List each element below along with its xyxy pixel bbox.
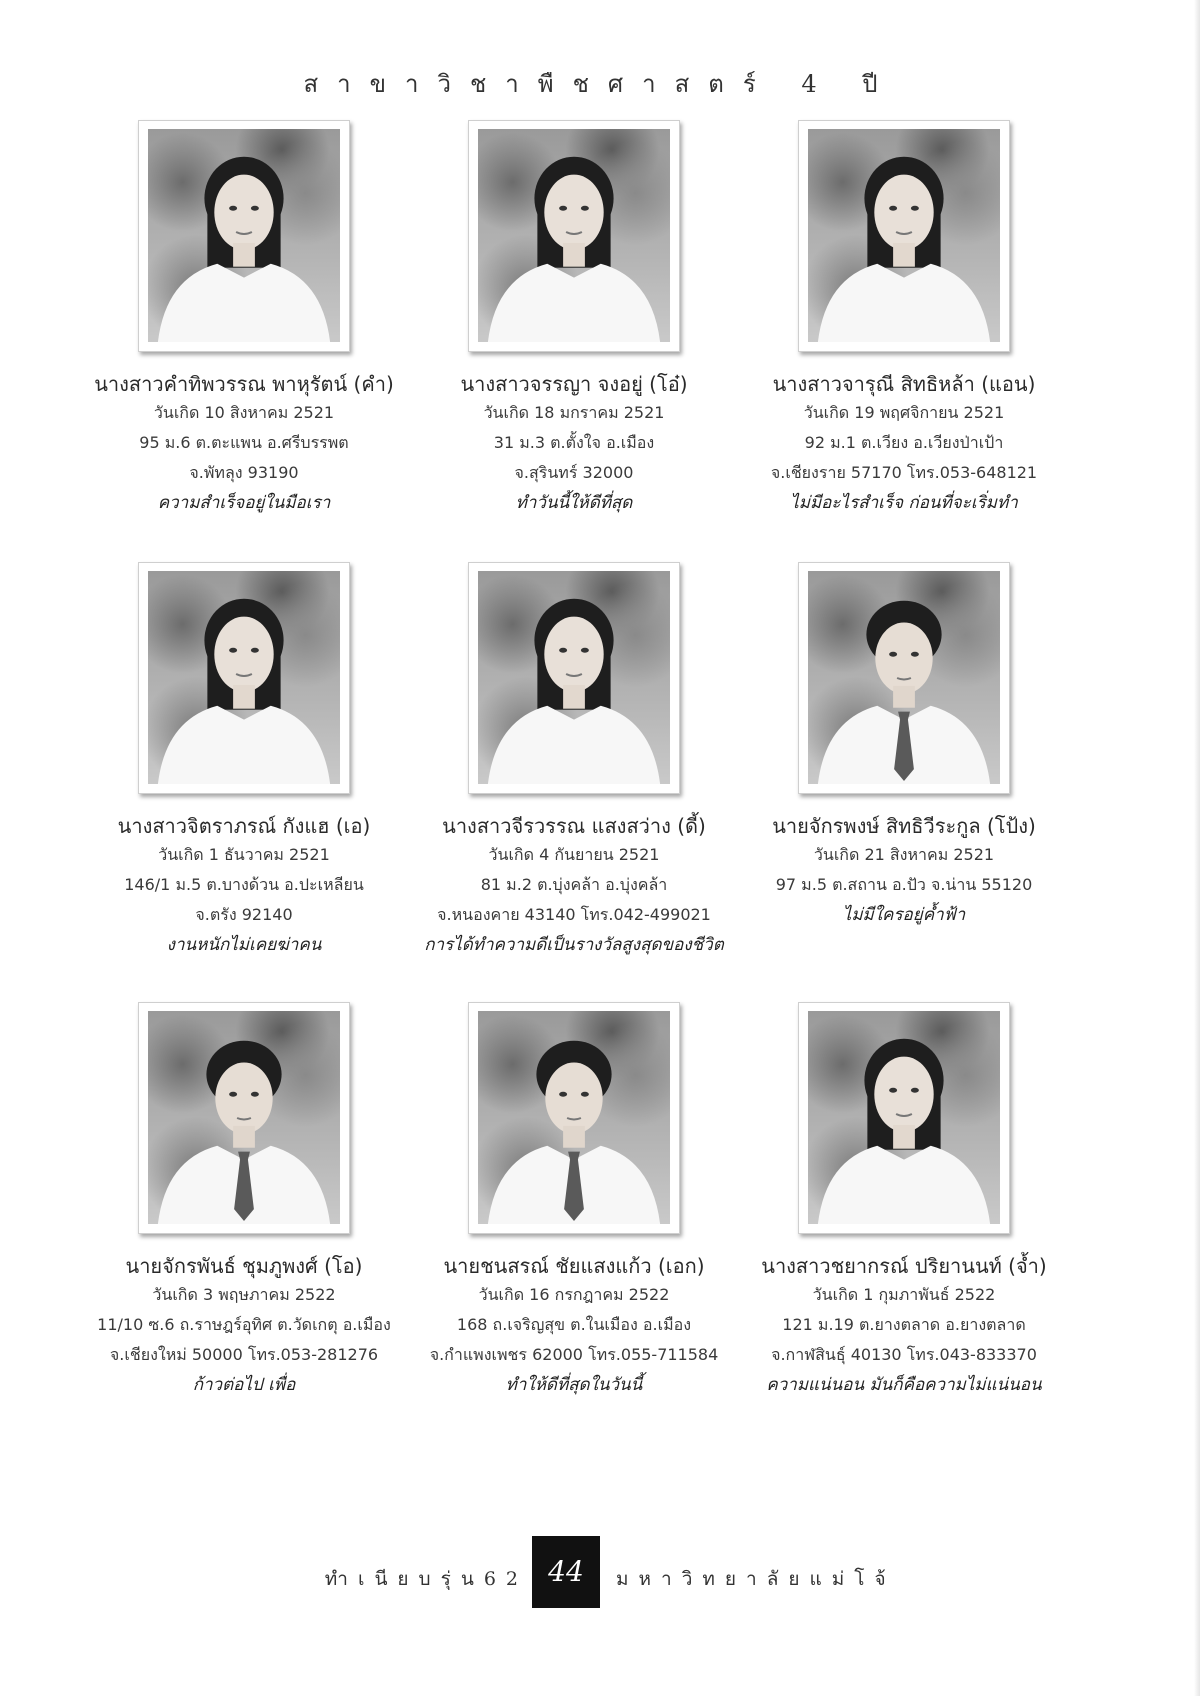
student-card	[64, 120, 424, 518]
portrait-male-icon	[478, 1011, 670, 1224]
student-birthdate: วันเกิด 19 พฤศจิกายน 2521	[803, 403, 1005, 422]
student-address-line2: จ.สุรินทร์ 32000	[514, 463, 634, 482]
portrait-female-icon	[148, 129, 340, 342]
student-name: นางสาวจรรญา จงอยู่ (โอ๋)	[460, 372, 688, 396]
student-name: นางสาวจีรวรรณ แสงสว่าง (ดี้)	[442, 814, 706, 838]
student-photo	[138, 1002, 350, 1234]
student-motto: งานหนักไม่เคยฆ่าคน	[166, 935, 322, 955]
student-birthdate: วันเกิด 16 กรกฎาคม 2522	[478, 1285, 670, 1304]
student-address-line2: จ.พัทลุง 93190	[189, 463, 299, 482]
student-photo	[468, 562, 680, 794]
student-motto: ไม่มีใครอยู่ค้ำฟ้า	[842, 905, 966, 925]
student-address-line2: จ.เชียงราย 57170 โทร.053-648121	[770, 463, 1038, 482]
student-address-line2: จ.เชียงใหม่ 50000 โทร.053-281276	[109, 1345, 379, 1364]
student-address-line1: 168 ถ.เจริญสุข ต.ในเมือง อ.เมือง	[456, 1315, 692, 1334]
student-photo	[798, 1002, 1010, 1234]
student-card	[394, 1002, 754, 1400]
student-card	[64, 562, 424, 960]
portrait-female-icon	[478, 129, 670, 342]
student-name: นางสาวชยากรณ์ ปริยานนท์ (จ้ำ)	[761, 1254, 1047, 1278]
student-motto: ทำวันนี้ให้ดีที่สุด	[515, 493, 633, 513]
student-motto: การได้ทำความดีเป็นรางวัลสูงสุดของชีวิต	[424, 935, 724, 955]
student-card	[724, 120, 1084, 518]
student-name: นายจักรพันธ์ ชุมภูพงศ์ (โอ)	[125, 1254, 363, 1278]
student-birthdate: วันเกิด 21 สิงหาคม 2521	[813, 845, 995, 864]
student-address-line1: 31 ม.3 ต.ตั้งใจ อ.เมือง	[493, 433, 655, 452]
student-address-line1: 97 ม.5 ต.สถาน อ.ปัว จ.น่าน 55120	[775, 875, 1033, 894]
portrait-male-icon	[148, 1011, 340, 1224]
student-motto: ไม่มีอะไรสำเร็จ ก่อนที่จะเริ่มทำ	[790, 493, 1018, 513]
student-name: นายชนสรณ์ ชัยแสงแก้ว (เอก)	[443, 1254, 705, 1278]
student-card	[724, 1002, 1084, 1400]
page-footer	[0, 1536, 1200, 1608]
footer-yearbook-label: ทำเนียบรุ่น62	[324, 1568, 528, 1590]
student-card	[724, 562, 1084, 930]
student-name: นางสาวจารุณี สิทธิหล้า (แอน)	[772, 372, 1036, 396]
student-card	[394, 120, 754, 518]
student-name: นางสาวคำทิพวรรณ พาหุรัตน์ (คำ)	[94, 372, 394, 396]
student-motto: ทำให้ดีที่สุดในวันนี้	[505, 1375, 643, 1395]
portrait-female-icon	[808, 1011, 1000, 1224]
student-photo	[468, 120, 680, 352]
student-photo	[138, 562, 350, 794]
portrait-female-icon	[148, 571, 340, 784]
student-birthdate: วันเกิด 18 มกราคม 2521	[483, 403, 665, 422]
student-photo	[798, 562, 1010, 794]
student-motto: ความสำเร็จอยู่ในมือเรา	[157, 493, 331, 513]
student-birthdate: วันเกิด 10 สิงหาคม 2521	[153, 403, 335, 422]
section-title: สาขาวิชาพืชศาสตร์ 4 ปี	[303, 70, 897, 98]
student-photo	[798, 120, 1010, 352]
student-photo	[468, 1002, 680, 1234]
student-address-line2: จ.กำแพงเพชร 62000 โทร.055-711584	[429, 1345, 719, 1364]
footer-university-label: มหาวิทยาลัยแม่โจ้	[616, 1568, 896, 1590]
student-birthdate: วันเกิด 1 ธันวาคม 2521	[158, 845, 330, 864]
student-address-line1: 11/10 ซ.6 ถ.ราษฎร์อุทิศ ต.วัดเกตุ อ.เมือง	[97, 1315, 391, 1334]
student-birthdate: วันเกิด 4 กันยายน 2521	[488, 845, 660, 864]
student-motto: ก้าวต่อไป เพื่อ	[192, 1375, 296, 1395]
student-birthdate: วันเกิด 1 กุมภาพันธ์ 2522	[812, 1285, 996, 1304]
student-card	[64, 1002, 424, 1400]
student-address-line1: 92 ม.1 ต.เวียง อ.เวียงป่าเป้า	[804, 433, 1004, 452]
page-edge-shadow	[1194, 0, 1200, 1696]
student-address-line1: 146/1 ม.5 ต.บางด้วน อ.ปะเหลียน	[124, 875, 364, 894]
page-header	[0, 64, 1200, 103]
portrait-male-icon	[808, 571, 1000, 784]
page-number: 44	[532, 1536, 600, 1608]
student-address-line2: จ.หนองคาย 43140 โทร.042-499021	[437, 905, 711, 924]
student-birthdate: วันเกิด 3 พฤษภาคม 2522	[152, 1285, 336, 1304]
student-name: นายจักรพงษ์ สิทธิวีระกูล (โป้ง)	[772, 814, 1036, 838]
student-motto: ความแน่นอน มันก็คือความไม่แน่นอน	[766, 1375, 1042, 1395]
student-address-line2: จ.ตรัง 92140	[195, 905, 293, 924]
portrait-female-icon	[808, 129, 1000, 342]
student-address-line1: 95 ม.6 ต.ตะแพน อ.ศรีบรรพต	[139, 433, 349, 452]
student-photo	[138, 120, 350, 352]
student-address-line1: 121 ม.19 ต.ยางตลาด อ.ยางตลาด	[782, 1315, 1026, 1334]
student-name: นางสาวจิตราภรณ์ กังแฮ (เอ)	[117, 814, 371, 838]
student-card	[394, 562, 754, 960]
student-address-line2: จ.กาฬสินธุ์ 40130 โทร.043-833370	[771, 1345, 1037, 1364]
portrait-female-icon	[478, 571, 670, 784]
student-address-line1: 81 ม.2 ต.บุ่งคล้า อ.บุ่งคล้า	[480, 875, 668, 894]
